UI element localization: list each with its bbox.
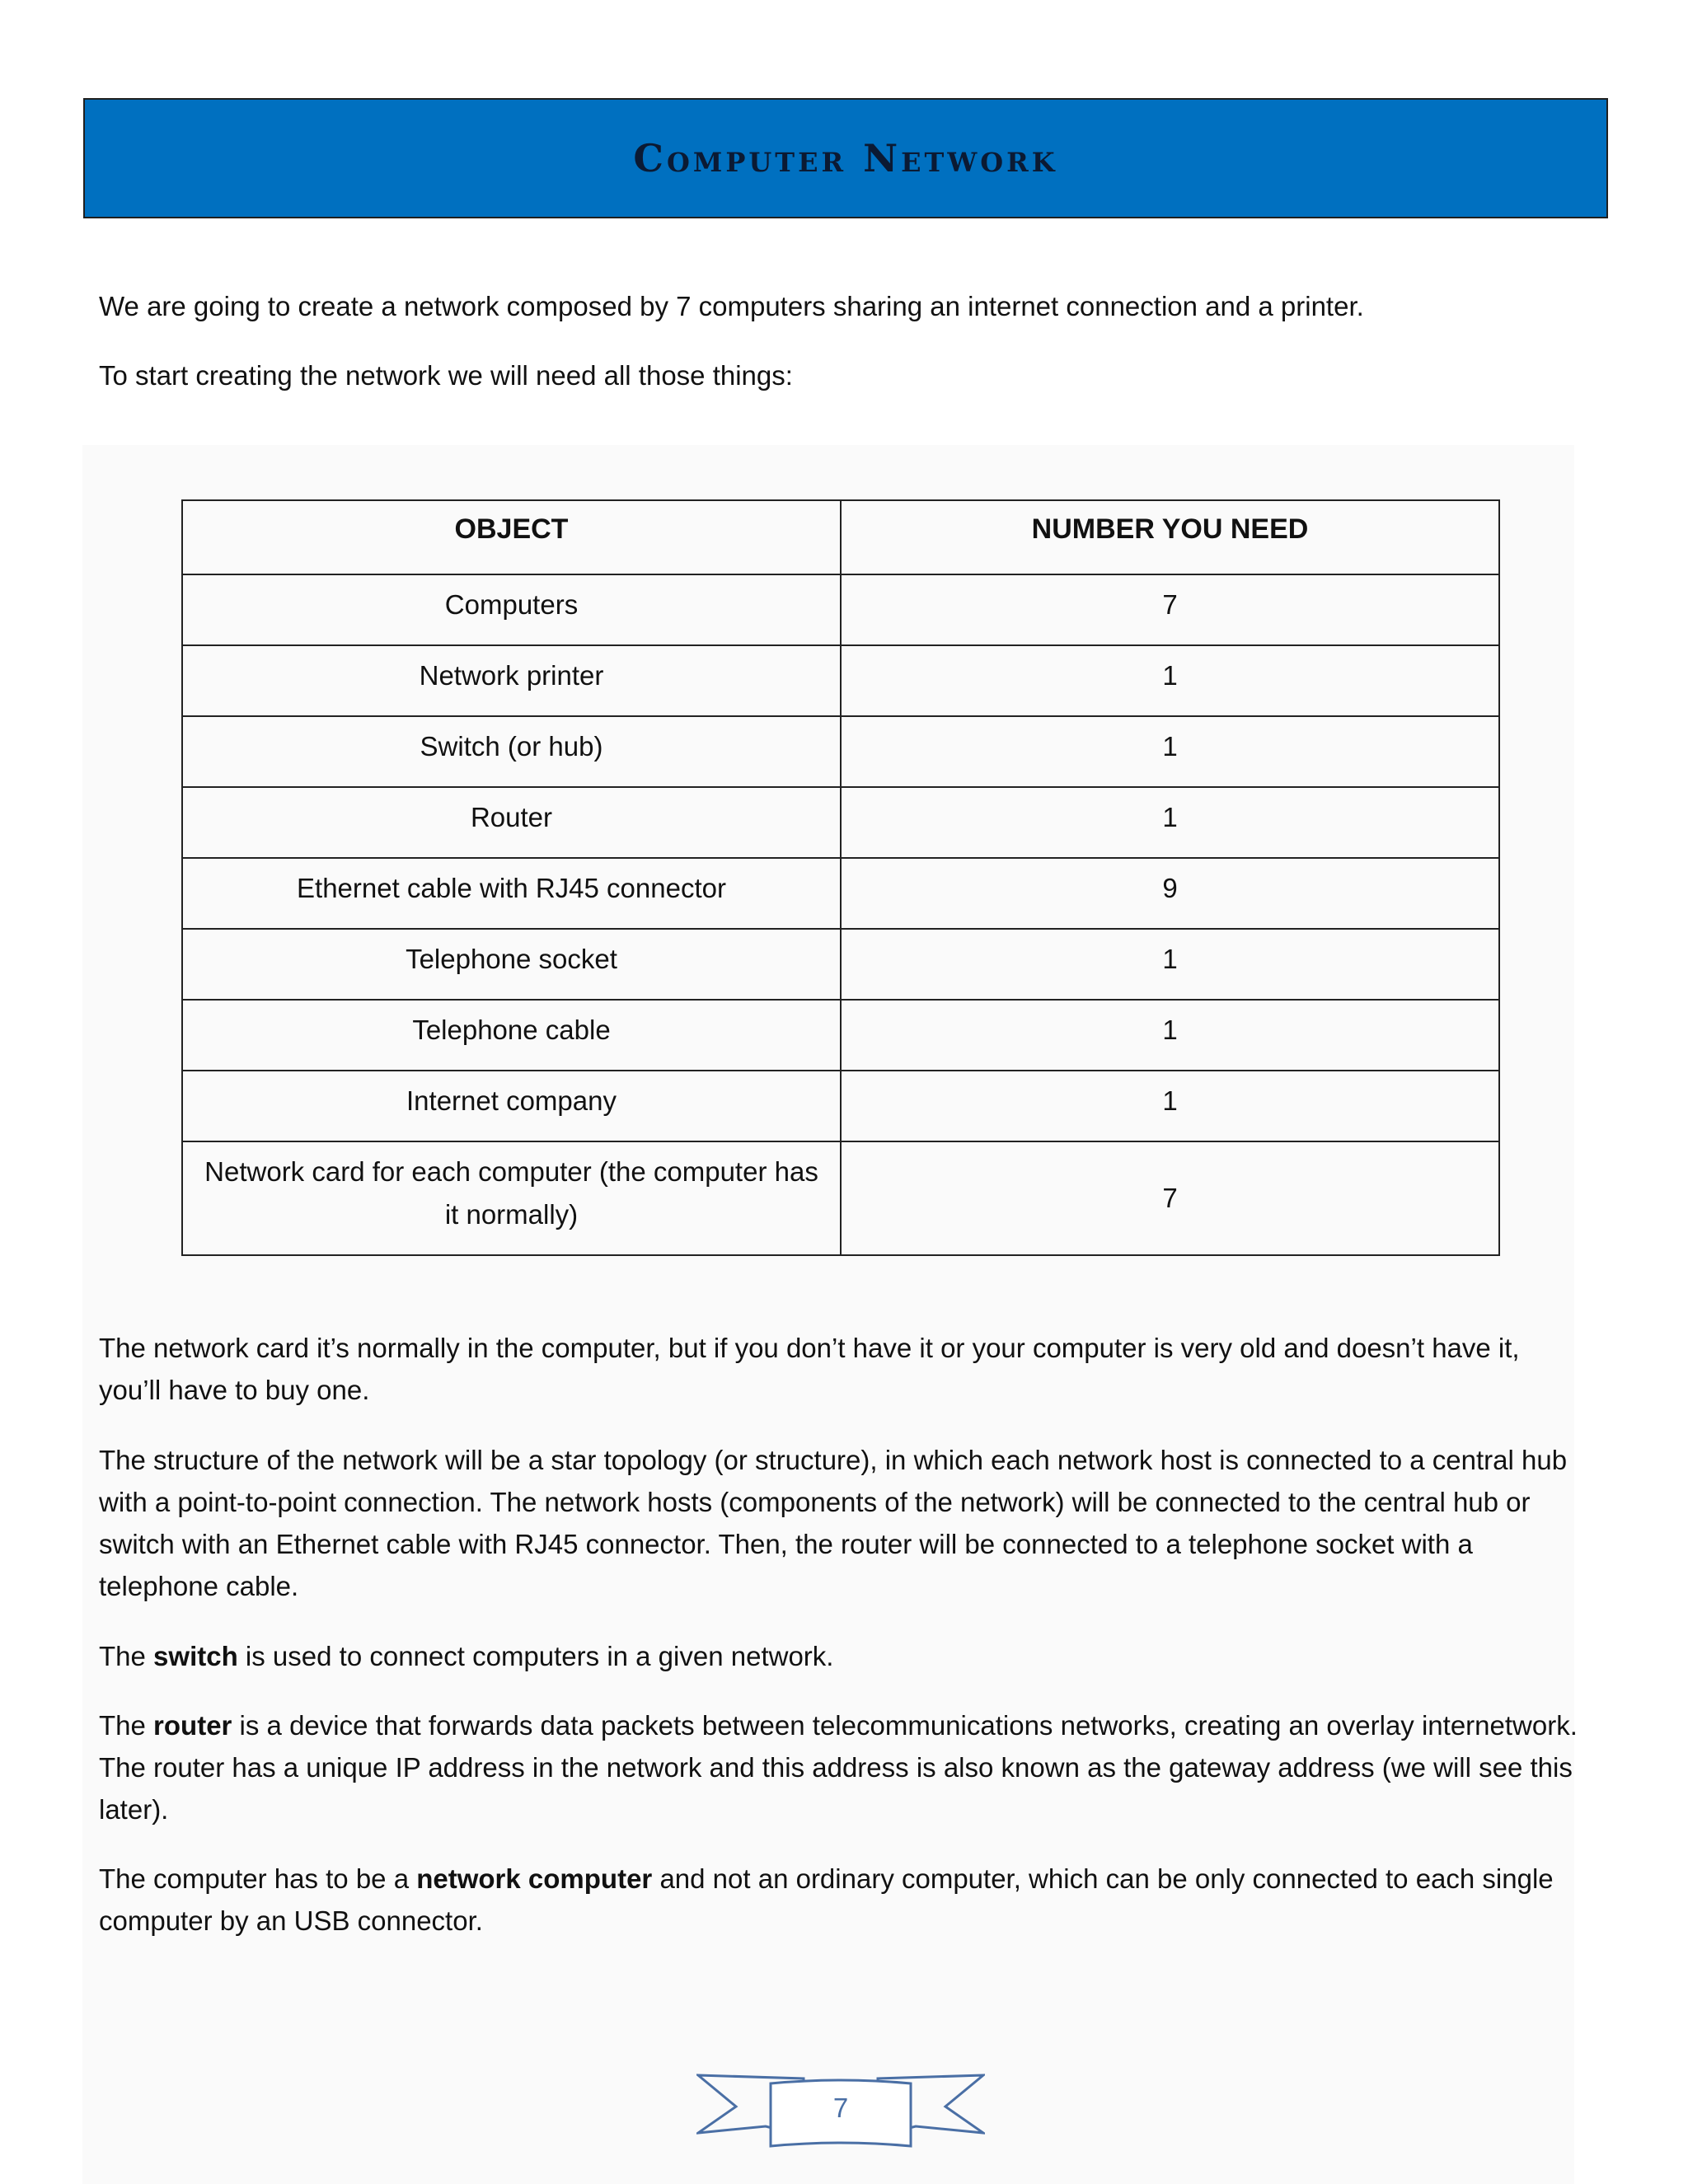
items-table — [181, 499, 1500, 1256]
computer-text-after: and not an ordinary computer, which can be only connected to each single computer by an USB connector. — [99, 1863, 1554, 1936]
computer-text-before: The computer has to be a — [99, 1863, 417, 1894]
table-cell-number: 7 — [841, 1141, 1499, 1255]
switch-text-after: is used to connect computers in a given network. — [237, 1641, 834, 1671]
router-text-before: The — [99, 1710, 154, 1741]
table-row — [182, 1141, 1499, 1255]
table-cell-number: 7 — [841, 574, 1499, 645]
switch-text-before: The — [99, 1641, 154, 1671]
table-cell-number: 1 — [841, 787, 1499, 858]
computer-paragraph — [99, 1858, 1582, 1942]
table-row — [182, 858, 1499, 929]
column-header-number: NUMBER YOU NEED — [841, 500, 1499, 574]
computer-term: network computer — [416, 1863, 653, 1894]
column-header-object: OBJECT — [182, 500, 841, 574]
switch-paragraph — [99, 1635, 1582, 1677]
table-cell-object: Ethernet cable with RJ45 connector — [182, 858, 841, 929]
table-row — [182, 716, 1499, 787]
router-paragraph — [99, 1704, 1582, 1830]
intro-paragraph-2: To start creating the network we will need all those things: — [99, 360, 793, 391]
intro-paragraph-1: We are going to create a network composed by 7 computers sharing an internet connection and a printer. — [99, 291, 1364, 321]
table-cell-object: Network printer — [182, 645, 841, 716]
table-cell-object: Switch (or hub) — [182, 716, 841, 787]
router-text-after: is a device that forwards data packets between telecommunications networks, creating an overlay internetwork. The router has a unique IP address in the network and this address is also known as the gateway address (we will see this later). — [99, 1710, 1578, 1825]
page-title: Computer Network — [633, 136, 1058, 180]
table-cell-object: Internet company — [182, 1071, 841, 1141]
table-row — [182, 1071, 1499, 1141]
table-cell-object: Telephone cable — [182, 1000, 841, 1071]
table-cell-object: Telephone socket — [182, 929, 841, 1000]
table-cell-number: 9 — [841, 858, 1499, 929]
table-row — [182, 929, 1499, 1000]
table-row — [182, 645, 1499, 716]
table-cell-object: Router — [182, 787, 841, 858]
page-number: 7 — [832, 2093, 849, 2123]
switch-term: switch — [153, 1641, 238, 1671]
network-card-paragraph: The network card it’s normally in the computer, but if you don’t have it or your computer is very old and doesn’t have it, you’ll have to buy one. — [99, 1333, 1520, 1405]
table-row — [182, 1000, 1499, 1071]
table-cell-object: Network card for each computer (the computer has it normally) — [182, 1141, 841, 1255]
table-header-row — [182, 500, 1499, 574]
title-banner — [83, 98, 1608, 218]
table-cell-number: 1 — [841, 716, 1499, 787]
table-cell-number: 1 — [841, 645, 1499, 716]
structure-paragraph: The structure of the network will be a star topology (or structure), in which each network host is connected to a central hub with a point-to-point connection. The network hosts (components of the network) will be connected to the central hub or switch with an Ethernet cable with RJ45 connector. Then, the router will be connected to a telephone socket with a telephone cable. — [99, 1445, 1568, 1601]
router-term: router — [153, 1710, 232, 1741]
table-row — [182, 574, 1499, 645]
table-cell-object: Computers — [182, 574, 841, 645]
table-cell-number: 1 — [841, 1071, 1499, 1141]
table-cell-number: 1 — [841, 1000, 1499, 1071]
table-row — [182, 787, 1499, 858]
table-cell-number: 1 — [841, 929, 1499, 1000]
